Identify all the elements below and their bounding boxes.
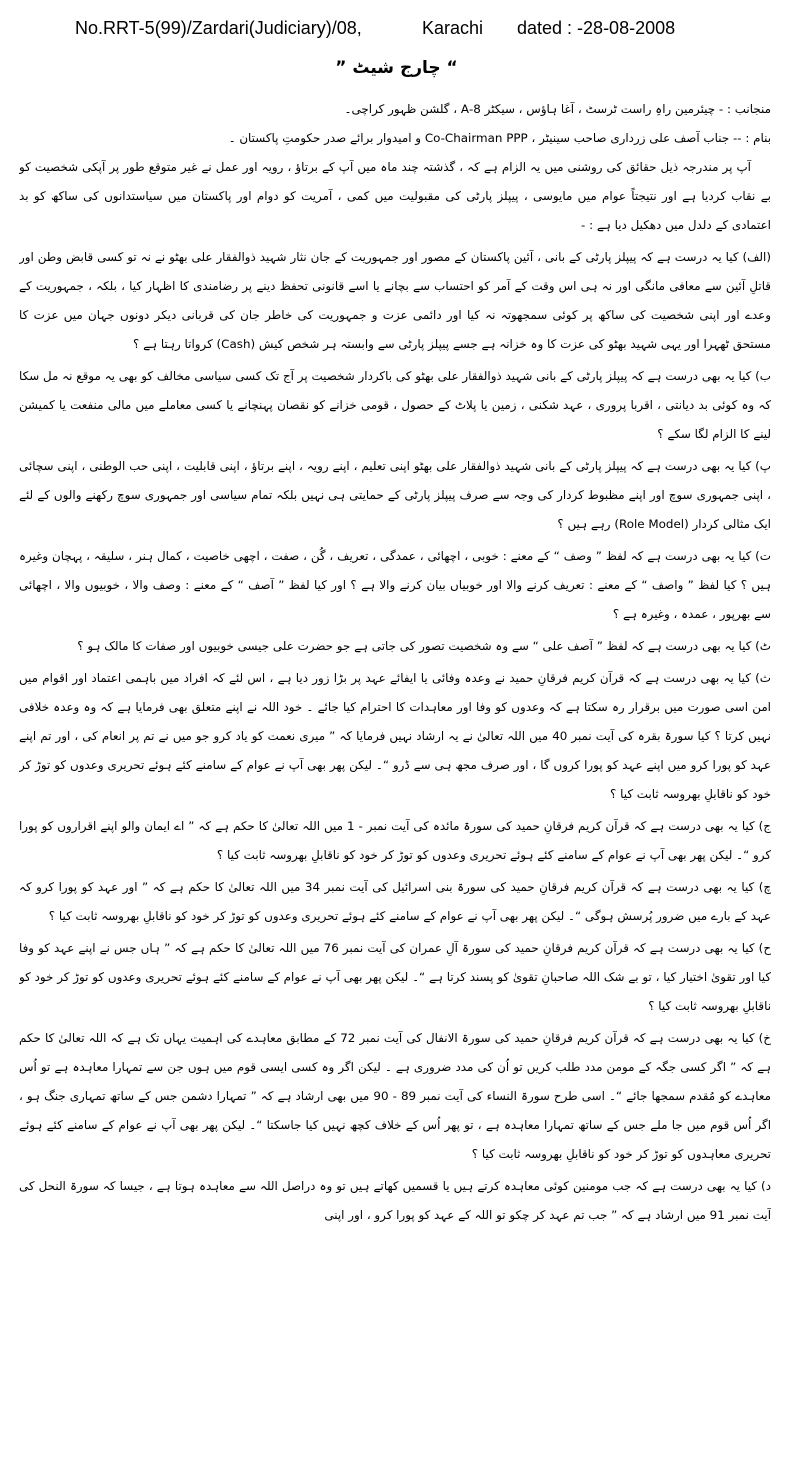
reference-number: No.RRT-5(99)/Zardari(Judiciary)/08,: [75, 18, 362, 38]
charge-item-pay: پ) کیا یہ بھی درست ہے کہ پیپلز پارٹی کے بانی شہید ذوالفقار علی بھٹو اپنی تعلیم ، اپنے رویہ ، اپنے برتاؤ ، اپنی قابلیت ، اپنی حب الوطنی ، اپنی سچائی ، اپنی جمہوری سوچ اور اپنے مظبوط کردار کی وجہ سے صرف پیپلز پارٹی کے حمایتی ہی نہیں بلکہ تمام سیاسی اور جمہوری سوچ رکھنے والوں کے لئے ایک مثالی کردار (Role Model) رہے ہیں ؟: [19, 459, 771, 531]
charge-item-jeem: ج) کیا یہ بھی درست ہے کہ قرآن کریم فرقانِ حمید کی سورۃ مائدہ کی آیت نمبر - 1 میں اللہ تعالیٰ کا حکم ہے کہ ” اے ایمان والو اپنے اقراروں کو پورا کرو “۔ لیکن پھر بھی آپ نے عوام کے سامنے کئے ہوئے تحریری وعدوں کو توڑ کر خود کو ناقابلِ بھروسہ ثابت کیا ؟: [19, 819, 771, 862]
intro-paragraph: آپ پر مندرجہ ذیل حقائق کی روشنی میں یہ الزام ہے کہ ، گذشتہ چند ماہ میں آپ کے برتاؤ ، رویہ اور عمل نے غیر متوقع طور پر آپکی شخصیت کو بے نقاب کردیا ہے اور نتیجتاً عوام میں مایوسی ، پیپلز پارٹی کی مقبولیت میں کمی ، آمریت کو دوام اور پاکستان میں سیاستدانوں کی ساکھ کو بد اعتمادی کے دلدل میں دھکیل دیا ہے : -: [19, 160, 771, 232]
charge-item-alif: (الف) کیا یہ درست ہے کہ پیپلز پارٹی کے بانی ، آئین پاکستان کے مصور اور جمہوریت کے جان نثار شہید ذوالفقار علی بھٹو نے نہ تو کسی قابض وطن اور قاتلِ آئین سے معافی مانگی اور نہ ہی اس وقت کے آمر کو احتساب سے بچانے یا اسے قانونی تحفظ دینے پر رضامندی کا اظہار کیا ، بلکہ ، جمہوریت کے وعدے اور اپنی شخصیت کی ساکھ پر کوئی سمجھوتہ نہ کیا اور دائمی عزت و جمہوریت کی خاطر جان کی قربانی دیکر دونوں جہان میں عزت کا مستحق ٹھہرا اور یہی شہید بھٹو کی عزت کا وہ خزانہ ہے جسے پیپلز پارٹی سے وابستہ ہر شخص کیش (Cash) کرواتا رہتا ہے ؟: [19, 250, 771, 351]
charge-item-bay: ب) کیا یہ بھی درست ہے کہ پیپلز پارٹی کے بانی شہید ذوالفقار علی بھٹو کی باکردار شخصیت پر آج تک کسی سیاسی مخالف کو بھی یہ موقع نہ مل سکا کہ وہ کوئی بد دیانتی ، اقربا پروری ، عہد شکنی ، زمین یا پلاٹ کے حصول ، قومی خزانے کو نقصان پہنچانے یا کسی معاملے میں مالی منفعت یا کمیشن لینے کا الزام لگا سکے ؟: [19, 369, 771, 441]
charge-item-ttay: ٹ) کیا یہ بھی درست ہے کہ لفظ ” آصف علی “ سے وہ شخصیت تصور کی جاتی ہے جو حضرت علی جیسی خوبیوں اور صفات کا مالک ہو ؟: [77, 639, 771, 653]
charge-item-say: ث) کیا یہ بھی درست ہے کہ قرآن کریم فرقانِ حمید نے وعدہ وفائی یا ایفائے عہد پر بڑا زور دیا ہے ، اس لئے کہ افراد میں باہمی اعتماد اور اقوام میں امن اسی صورت میں برقرار رہ سکتا ہے کہ وعدوں کو وفا اور معاہدات کا احترام کیا جائے ۔ خود اللہ نے اپنے متعلق بھی فرمایا ہے کہ وہ وعدہ خلافی نہیں کرتا ؟ کیا سورۃ بقرہ کی آیت نمبر 40 میں اللہ تعالیٰ نے یہ ارشاد نہیں فرمایا کہ ” میری نعمت کو یاد کرو جو میں نے تم پر انعام کی ، اور تم اپنے عہد کو پورا کرو میں اپنے عہد کو پورا کروں گا ، اور صرف مجھ ہی سے ڈرو “۔ لیکن پھر بھی آپ نے عوام کے سامنے کئے ہوئے تحریری وعدوں کو توڑ کر خود کو ناقابلِ بھروسہ ثابت کیا ؟: [19, 671, 771, 801]
to-line: بنام : -- جناب آصف علی زرداری صاحب سینیٹر ، Co-Chairman PPP و امیدوار برائے صدر حکومتِ پاکستان ۔: [228, 131, 771, 145]
charge-item-tay: ت) کیا یہ بھی درست ہے کہ لفظ ” وصف “ کے معنے : خوبی ، اچھائی ، عمدگی ، تعریف ، گُن ، صفت ، اچھی خاصیت ، کمال ہنر ، سلیقہ ، پہچان وغیرہ ہیں ؟ کیا لفظ ” واصف “ کے معنے : تعریف کرنے والا اور خوبیاں بیان کرنے والا ہے ؟ اور کیا لفظ ” آصف “ کے معنے : وصف والا ، خوبیوں والا ، اچھائی سے بھرپور ، عمدہ ، وغیرہ ہے ؟: [19, 549, 771, 621]
document-title: “ چارج شیٹ ”: [335, 58, 458, 78]
charge-item-khay: خ) کیا یہ بھی درست ہے کہ قرآن کریم فرقانِ حمید کی سورۃ الانفال کی آیت نمبر 72 کے مطابق معاہدے کی اہمیت یہاں تک ہے کہ اللہ تعالیٰ کا حکم ہے کہ ” اگر کسی جگہ کے مومن مدد طلب کریں تو اُن کی مدد ضروری ہے ۔ لیکن اگر وہ کسی ایسی قوم میں ہوں جن سے تمہارا معاہدہ ہے تو اُس معاہدے کو مُقدم سمجھا جائے “۔ اسی طرح سورۃ النساء کی آیت نمبر 89 - 90 میں بھی ارشاد ہے کہ ” تمہارا دشمن جس کے ساتھ تمہاری جنگ ہو ، اگر اُس قوم میں جا ملے جس کے ساتھ تمہارا معاہدہ ہے ، تو پھر اُس کے خلاف کچھ نہیں کیا جاسکتا “۔ لیکن پھر بھی آپ نے عوام کے سامنے کئے ہوئے تحریری معاہدوں کو توڑ کر خود کو ناقابلِ بھروسہ ثابت کیا ؟: [19, 1031, 771, 1161]
document-header: [0, 18, 793, 52]
charge-item-hay: ح) کیا یہ بھی درست ہے کہ قرآن کریم فرقانِ حمید کی سورۃ آلِ عمران کی آیت نمبر 76 میں اللہ تعالیٰ کا حکم ہے کہ ” ہاں جس نے اپنے عہد کو وفا کیا اور تقویٰ اختیار کیا ، تو بے شک اللہ صاحبانِ تقویٰ کو پسند کرتا ہے “۔ لیکن پھر بھی آپ نے عوام کے سامنے کئے ہوئے تحریری وعدوں کو توڑ کر خود کو ناقابلِ بھروسہ ثابت کیا ؟: [19, 941, 771, 1013]
charge-item-daal: د) کیا یہ بھی درست ہے کہ جب مومنین کوئی معاہدہ کرتے ہیں یا قسمیں کھاتے ہیں تو وہ دراصل اللہ سے معاہدہ ہوتا ہے ، جیسا کہ سورۃ النحل کی آیت نمبر 91 میں ارشاد ہے کہ ” جب تم عہد کر چکو تو اللہ کے عہد کو پورا کرو ، اور اپنی: [19, 1179, 771, 1222]
document-date: dated : -28-08-2008: [517, 18, 676, 38]
location: Karachi: [422, 18, 484, 38]
charge-item-chay: چ) کیا یہ بھی درست ہے کہ قرآن کریم فرقانِ حمید کی سورۃ بنی اسرائیل کی آیت نمبر 34 میں اللہ تعالیٰ کا حکم ہے کہ ” اور عہد کو پورا کرو کہ عہد کے بارے میں ضرور پُرسش ہوگی “۔ لیکن پھر بھی آپ نے عوام کے سامنے کئے ہوئے تحریری وعدوں کو توڑ کر خود کو ناقابلِ بھروسہ ثابت کیا ؟: [19, 880, 771, 923]
document-body: [19, 95, 771, 1465]
from-line: منجانب : - چیئرمین راہِ راست ٹرسٹ ، آغا ہاؤس ، سیکٹر 8-A ، گلشن ظہور کراچی۔: [344, 102, 771, 116]
